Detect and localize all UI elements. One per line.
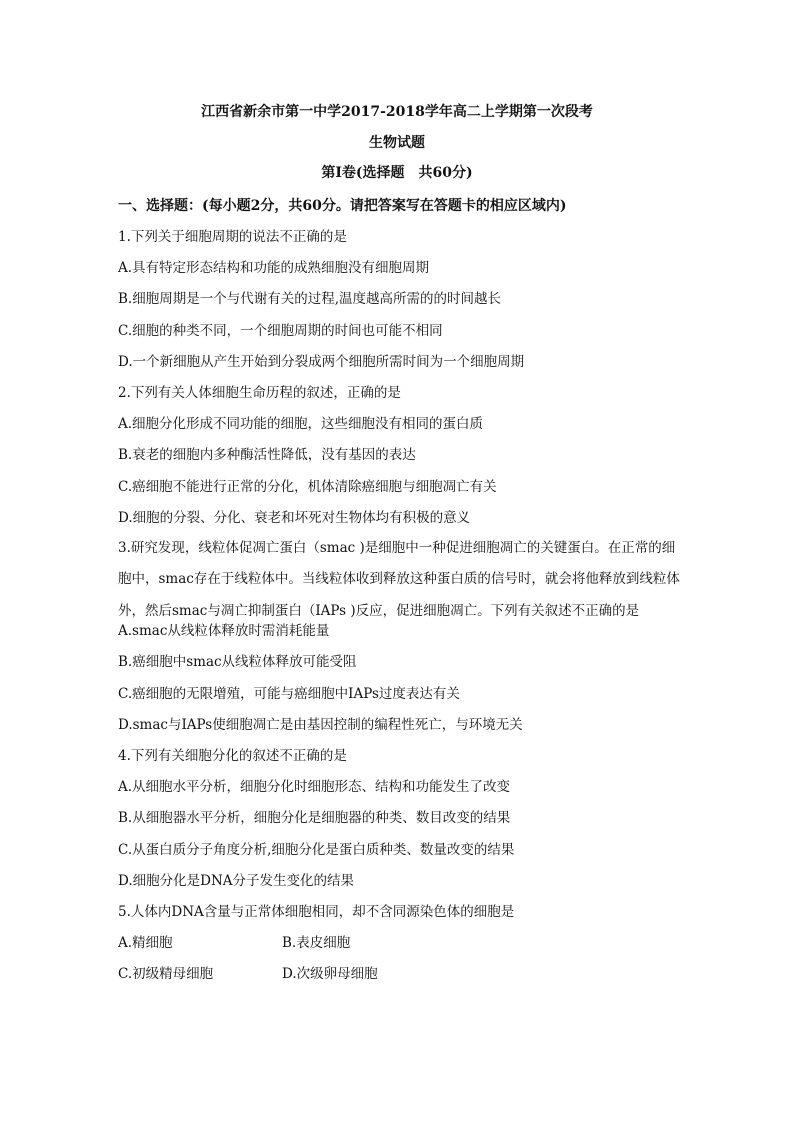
question-5-option-b: B.表皮细胞 — [282, 935, 351, 952]
question-4-option-a: A.从细胞水平分析，细胞分化时细胞形态、结构和功能发生了改变 — [118, 779, 511, 796]
question-5-stem: 5.人体内DNA含量与正常体细胞相同，却不含同源染色体的细胞是 — [118, 903, 515, 920]
question-4-stem: 4.下列有关细胞分化的叙述不正确的是 — [118, 748, 347, 765]
question-5-option-a: A.精细胞 — [118, 935, 173, 952]
question-3-option-c: C.癌细胞的无限增殖，可能与癌细胞中IAPs过度表达有关 — [118, 685, 460, 702]
section-heading: 一、选择题：(每小题2分，共60分。请把答案写在答题卡的相应区域内) — [118, 198, 567, 214]
question-2-option-a: A.细胞分化形成不同功能的细胞，这些细胞没有相同的蛋白质 — [118, 416, 484, 433]
question-5-option-c: C.初级精母细胞 — [118, 966, 214, 983]
question-1-option-b: B.细胞周期是一个与代谢有关的过程,温度越高所需的的时间越长 — [118, 291, 502, 308]
question-1-option-c: C.细胞的种类不同，一个细胞周期的时间也可能不相同 — [118, 322, 443, 339]
question-5-option-d: D.次级卵母细胞 — [282, 966, 378, 983]
question-4-option-c: C.从蛋白质分子角度分析,细胞分化是蛋白质种类、数量改变的结果 — [118, 841, 515, 858]
question-3-option-b: B.癌细胞中smac从线粒体释放可能受阻 — [118, 654, 357, 671]
question-4-option-d: D.细胞分化是DNA分子发生变化的结果 — [118, 872, 355, 889]
exam-title: 江西省新余市第一中学2017-2018学年高二上学期第一次段考 — [201, 104, 593, 120]
question-1-stem: 1.下列关于细胞周期的说法不正确的是 — [118, 229, 347, 245]
question-5-options-row-2 — [118, 964, 688, 995]
question-1-option-a: A.具有特定形态结构和功能的成熟细胞没有细胞周期 — [118, 260, 430, 277]
question-5-options-row-1 — [118, 933, 688, 964]
question-list — [118, 227, 688, 996]
subject-title: 生物试题 — [369, 135, 425, 151]
question-3-option-a: A.smac从线粒体释放时需消耗能量 — [118, 623, 330, 640]
question-1-option-d: D.一个新细胞从产生开始到分裂成两个细胞所需时间为一个细胞周期 — [118, 353, 525, 370]
question-2-option-c: C.癌细胞不能进行正常的分化，机体清除癌细胞与细胞凋亡有关 — [118, 478, 497, 495]
volume-title: 第I卷(选择题 共60分) — [321, 165, 473, 181]
question-4-option-b: B.从细胞器水平分析，细胞分化是细胞器的种类、数目改变的结果 — [118, 810, 511, 827]
question-2-option-d: D.细胞的分裂、分化、衰老和坏死对生物体均有积极的意义 — [118, 509, 471, 526]
question-2-option-b: B.衰老的细胞内多种酶活性降低，没有基因的表达 — [118, 447, 416, 464]
question-3-option-d: D.smac与IAPs使细胞凋亡是由基因控制的编程性死亡，与环境无关 — [118, 716, 523, 733]
question-3-stem: 3.研究发现，线粒体促凋亡蛋白（smac )是细胞中一种促进细胞凋亡的关键蛋白。在正常的细胞中，smac存在于线粒体中。当线粒体收到释放这种蛋白质的信号时，就会将他释放到线粒体外，然后smac与凋亡抑制蛋白（IAPs )反应，促进细胞凋亡。下列有关叙述不正确的是 — [118, 540, 680, 619]
question-2-stem: 2.下列有关人体细胞生命历程的叙述，正确的是 — [118, 384, 401, 401]
